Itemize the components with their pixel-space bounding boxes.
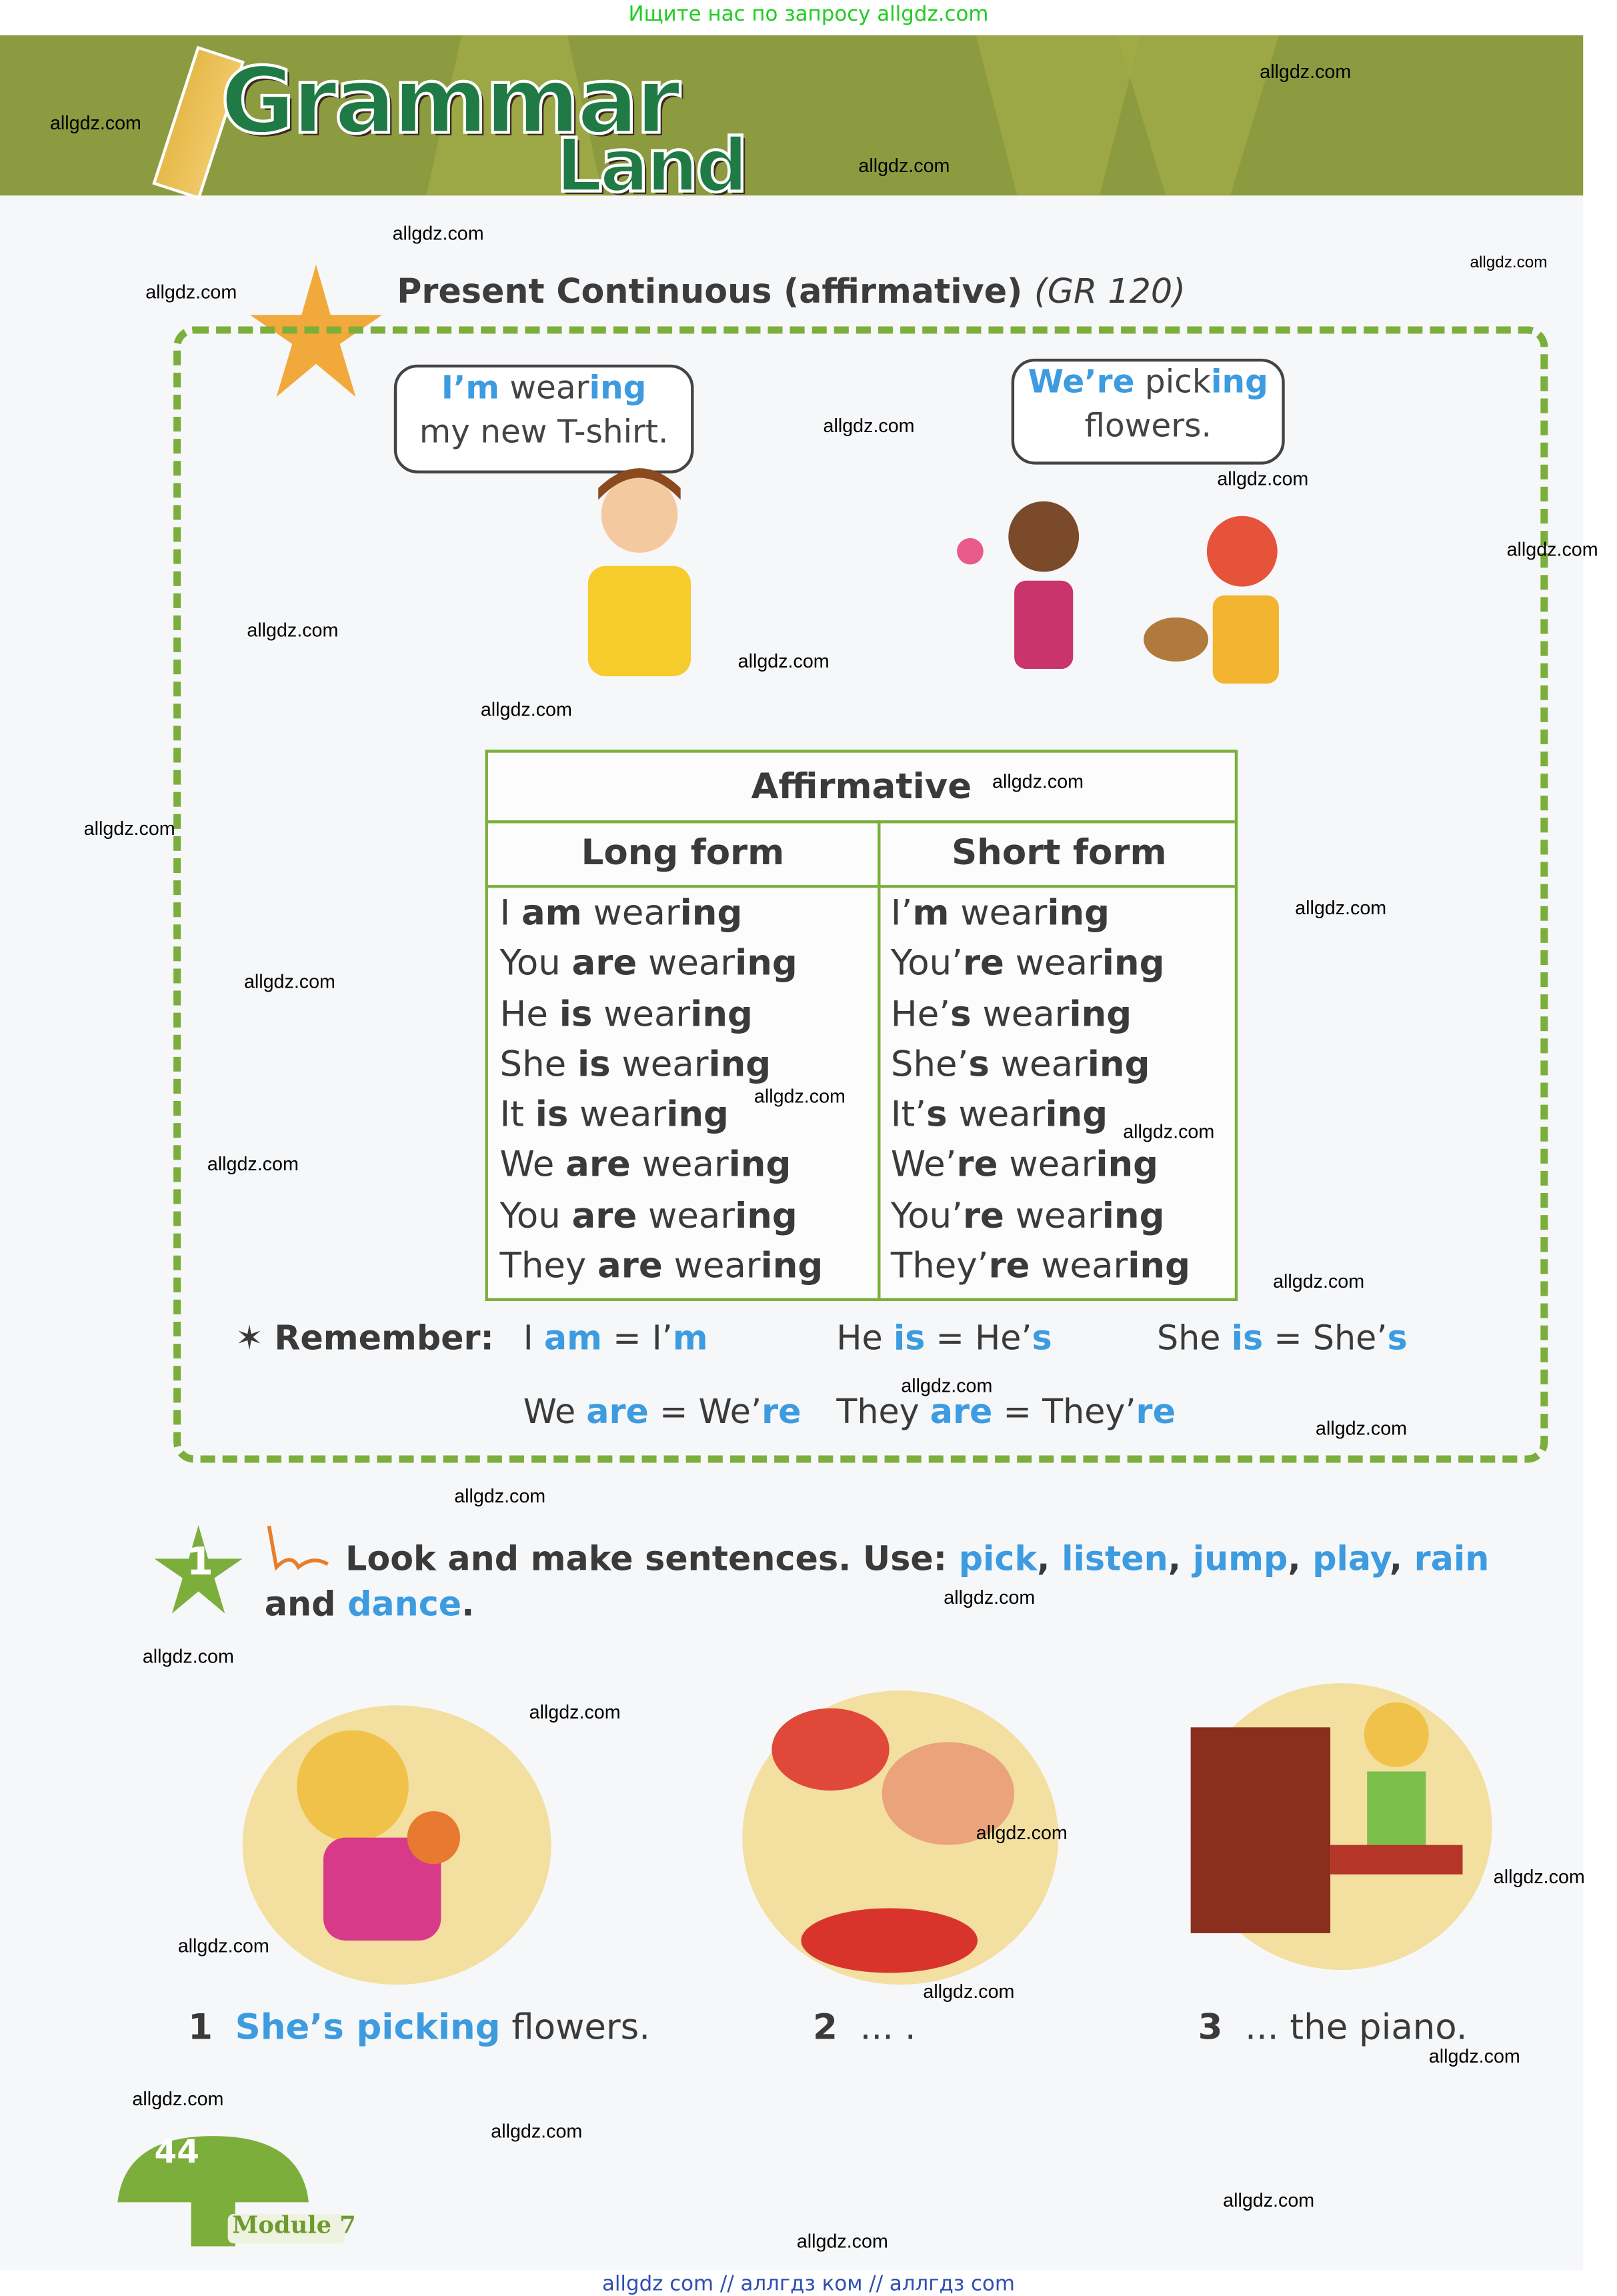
bubble-text: pick: [1134, 364, 1211, 401]
table-cell-text: wear: [581, 892, 680, 934]
t: She: [1156, 1320, 1232, 1358]
watermark: allgdz.com: [823, 414, 915, 437]
exercise-item-2[interactable]: [813, 2007, 916, 2048]
table-cell-text: ing: [708, 1043, 771, 1085]
exercise-instruction: [265, 1538, 1558, 1629]
table-cell-text: It: [499, 1094, 535, 1136]
table-cell-text: wear: [637, 1194, 735, 1236]
t: = We’: [648, 1393, 762, 1432]
table-cell-text: You’: [890, 1194, 963, 1236]
t: ... .: [860, 2007, 916, 2048]
t: = She’: [1263, 1320, 1388, 1358]
table-cell-text: are: [571, 1194, 637, 1236]
table-cell-text: wear: [592, 993, 691, 1035]
watermark: allgdz.com: [454, 1484, 546, 1507]
table-cell-text: ing: [760, 1245, 824, 1287]
watermark: allgdz.com: [1217, 467, 1309, 490]
word: dance: [347, 1586, 462, 1624]
header-long-form: Long form: [488, 820, 878, 888]
table-cell-text: We: [499, 1144, 566, 1186]
table-cell-text: wear: [1004, 942, 1102, 984]
watermark: allgdz.com: [1506, 537, 1598, 560]
t: He: [836, 1320, 894, 1358]
t: are: [586, 1393, 649, 1432]
word: pick: [958, 1540, 1038, 1579]
table-cell-text: You’: [890, 942, 963, 984]
section-title: [397, 273, 1186, 311]
watermark: allgdz.com: [83, 817, 175, 840]
t: and: [264, 1586, 336, 1624]
t: I: [523, 1320, 544, 1358]
t: is: [1231, 1320, 1264, 1358]
affirmative-table: [485, 750, 1238, 1301]
table-cell-text: wear: [568, 1094, 667, 1136]
remember-item: [523, 1394, 801, 1432]
picture-girl-playing-piano: [1191, 1683, 1492, 1970]
table-cell-text: ing: [1087, 1043, 1150, 1085]
watermark: allgdz.com: [145, 281, 237, 303]
table-cell-text: wear: [637, 942, 735, 984]
table-cell-text: wear: [998, 1144, 1096, 1186]
word: listen: [1062, 1540, 1168, 1579]
module-label: Module 7: [232, 2211, 356, 2239]
bubble-text: ing: [1210, 364, 1268, 401]
exercise-number: 1: [186, 1540, 213, 1585]
table-row: [891, 989, 1190, 1040]
remember-text: Remember:: [274, 1320, 494, 1358]
watermark: allgdz.com: [247, 619, 339, 642]
logo-land: Land: [555, 123, 745, 209]
asterisk-icon: ✶: [235, 1320, 264, 1358]
table-cell-text: I: [499, 892, 521, 934]
bubble-text: my new T-shirt.: [419, 414, 669, 451]
watermark: allgdz.com: [1273, 1270, 1365, 1292]
footer-links[interactable]: allgdz com // аллгдз ком // аллгдз com: [601, 2273, 1015, 2296]
remember-item: [836, 1320, 1052, 1358]
table-cell-text: re: [956, 1144, 998, 1186]
watermark: allgdz.com: [796, 2230, 888, 2253]
table-cell-text: She: [499, 1043, 578, 1085]
t: ,: [1389, 1540, 1414, 1579]
t: flowers.: [500, 2007, 651, 2048]
picture-girl-picking-flowers: [243, 1705, 551, 1985]
watermark: allgdz.com: [737, 650, 830, 672]
speech-bubble-girls: [1012, 359, 1285, 465]
t: s: [1387, 1320, 1408, 1358]
word: jump: [1192, 1540, 1288, 1579]
watermark: allgdz.com: [132, 2087, 224, 2110]
item-number: 1: [188, 2007, 213, 2048]
remember-item: [1157, 1320, 1408, 1358]
exercise-item-3[interactable]: [1198, 2007, 1468, 2048]
t: ,: [1168, 1540, 1193, 1579]
item-number: 2: [813, 2007, 838, 2048]
example-answer: She’s picking: [235, 2007, 501, 2048]
watermark: allgdz.com: [49, 111, 141, 134]
table-cell-text: ing: [1069, 993, 1132, 1035]
table-cell-text: is: [559, 993, 593, 1035]
table-row: [500, 1241, 824, 1292]
watermark: allgdz.com: [923, 1980, 1015, 2003]
remember-item: [836, 1394, 1176, 1432]
table-cell-text: wear: [971, 993, 1070, 1035]
t: .: [461, 1586, 475, 1624]
table-cell-text: wear: [989, 1043, 1088, 1085]
table-cell-text: wear: [1030, 1245, 1128, 1287]
table-row: [500, 1039, 824, 1090]
table-row: [500, 1190, 824, 1241]
grammar-reference: (GR 120): [1034, 273, 1186, 312]
boy-illustration: [566, 455, 713, 691]
watermark: allgdz.com: [753, 1084, 846, 1107]
top-note: Ищите нас по запросу allgdz.com: [628, 3, 989, 27]
table-cell-text: ing: [1102, 1194, 1165, 1236]
table-cell-text: ing: [1128, 1245, 1190, 1287]
table-row: [500, 888, 824, 939]
table-cell-text: He’: [890, 993, 951, 1035]
table-cell-text: wear: [630, 1144, 729, 1186]
table-cell-text: are: [565, 1144, 631, 1186]
watermark: allgdz.com: [1428, 2045, 1520, 2067]
table-cell-text: It’: [890, 1094, 927, 1136]
girls-picking-flowers-illustration: [956, 470, 1338, 728]
table-cell-text: re: [962, 1194, 1004, 1236]
bubble-text: ing: [589, 370, 647, 407]
watermark: allgdz.com: [207, 1152, 299, 1175]
watermark: allgdz.com: [243, 970, 335, 993]
table-row: [891, 938, 1190, 989]
item-number: 3: [1198, 2007, 1223, 2048]
table-cell-text: are: [571, 942, 637, 984]
table-cell-text: is: [535, 1094, 569, 1136]
table-cell-text: s: [968, 1043, 990, 1085]
page-number: 44: [154, 2134, 199, 2172]
section-title-main: Present Continuous (affirmative): [397, 273, 1023, 312]
table-cell-text: are: [597, 1245, 663, 1287]
table-row: [891, 1190, 1190, 1241]
watermark: allgdz.com: [1223, 2189, 1315, 2211]
t: s: [1032, 1320, 1052, 1358]
t: re: [761, 1393, 801, 1432]
watermark: allgdz.com: [1493, 1865, 1585, 1888]
table-cell-text: ing: [690, 993, 753, 1035]
table-cell-text: am: [521, 892, 582, 934]
t: We: [523, 1393, 587, 1432]
t: = I’: [601, 1320, 673, 1358]
t: re: [1136, 1393, 1176, 1432]
logo-grammar: Grammar: [220, 47, 678, 155]
table-cell-text: ing: [1047, 892, 1110, 934]
t: are: [930, 1393, 993, 1432]
t: m: [672, 1320, 708, 1358]
table-cell-text: wear: [610, 1043, 709, 1085]
watermark: allgdz.com: [858, 154, 950, 177]
watermark: allgdz.com: [1260, 60, 1352, 83]
watermark: allgdz.com: [392, 221, 484, 244]
watermark: allgdz.com: [491, 2119, 583, 2142]
t: Look and make sentences. Use:: [345, 1540, 959, 1579]
table-cell-text: ing: [1102, 942, 1165, 984]
table-row: [500, 989, 824, 1040]
watermark: allgdz.com: [177, 1935, 269, 1957]
bubble-text: I’m: [441, 370, 499, 407]
table-cell-text: You: [499, 1194, 572, 1236]
table-cell-text: s: [926, 1094, 948, 1136]
table-row: [500, 938, 824, 989]
table-cell-text: re: [962, 942, 1004, 984]
short-form-column: [891, 888, 1190, 1292]
bubble-text: We’re: [1028, 364, 1135, 401]
table-cell-text: They’: [890, 1245, 989, 1287]
watermark: allgdz.com: [976, 1821, 1068, 1844]
watermark: allgdz.com: [944, 1586, 1036, 1608]
exercise-item-1: [188, 2007, 650, 2048]
t: am: [543, 1320, 602, 1358]
table-cell-text: s: [950, 993, 972, 1035]
remember-item: [523, 1320, 708, 1358]
t: = They’: [992, 1393, 1136, 1432]
table-cell-text: m: [912, 892, 950, 934]
t: ,: [1037, 1540, 1062, 1579]
watermark: allgdz.com: [1295, 896, 1387, 919]
table-cell-text: wear: [1004, 1194, 1102, 1236]
watermark: allgdz.com: [992, 770, 1084, 793]
table-cell-text: I’: [890, 892, 913, 934]
word: play: [1312, 1540, 1390, 1579]
table-cell-text: We’: [890, 1144, 957, 1186]
watermark: allgdz.com: [1123, 1120, 1215, 1142]
watermark: allgdz.com: [1316, 1417, 1408, 1440]
table-cell-text: ing: [679, 892, 743, 934]
watermark: allgdz.com: [142, 1644, 234, 1667]
t: is: [893, 1320, 926, 1358]
table-cell-text: You: [499, 942, 572, 984]
table-cell-text: ing: [735, 942, 797, 984]
table-cell-text: is: [577, 1043, 611, 1085]
table-cell-text: ing: [728, 1144, 791, 1186]
t: ,: [1288, 1540, 1313, 1579]
bubble-text: flowers.: [1084, 408, 1212, 445]
t: They: [836, 1393, 930, 1432]
table-cell-text: wear: [947, 1094, 1046, 1136]
watermark: allgdz.com: [529, 1700, 621, 1723]
watermark: allgdz.com: [480, 698, 572, 721]
table-row: [891, 1241, 1190, 1292]
table-row: [891, 1140, 1190, 1191]
header-short-form: Short form: [880, 820, 1238, 888]
word: rain: [1414, 1540, 1490, 1579]
t: ... the piano.: [1245, 2007, 1468, 2048]
table-cell-text: He: [499, 993, 559, 1035]
watermark: allgdz.com: [901, 1374, 993, 1397]
watermark: allgdz.com: [1470, 254, 1548, 272]
table-cell-text: ing: [735, 1194, 797, 1236]
remember-label: [235, 1320, 494, 1358]
table-cell-text: She’: [890, 1043, 969, 1085]
column-divider: [878, 820, 880, 1298]
bubble-text: wear: [499, 370, 589, 407]
t: = He’: [925, 1320, 1032, 1358]
table-row: [500, 1140, 824, 1191]
table-row: [891, 1039, 1190, 1090]
table-cell-text: ing: [1045, 1094, 1108, 1136]
table-cell-text: re: [988, 1245, 1030, 1287]
table-cell-text: ing: [666, 1094, 729, 1136]
table-row: [891, 888, 1190, 939]
table-cell-text: wear: [662, 1245, 761, 1287]
table-cell-text: They: [499, 1245, 598, 1287]
table-cell-text: ing: [1096, 1144, 1159, 1186]
table-title: Affirmative: [488, 753, 1235, 824]
table-cell-text: wear: [949, 892, 1048, 934]
